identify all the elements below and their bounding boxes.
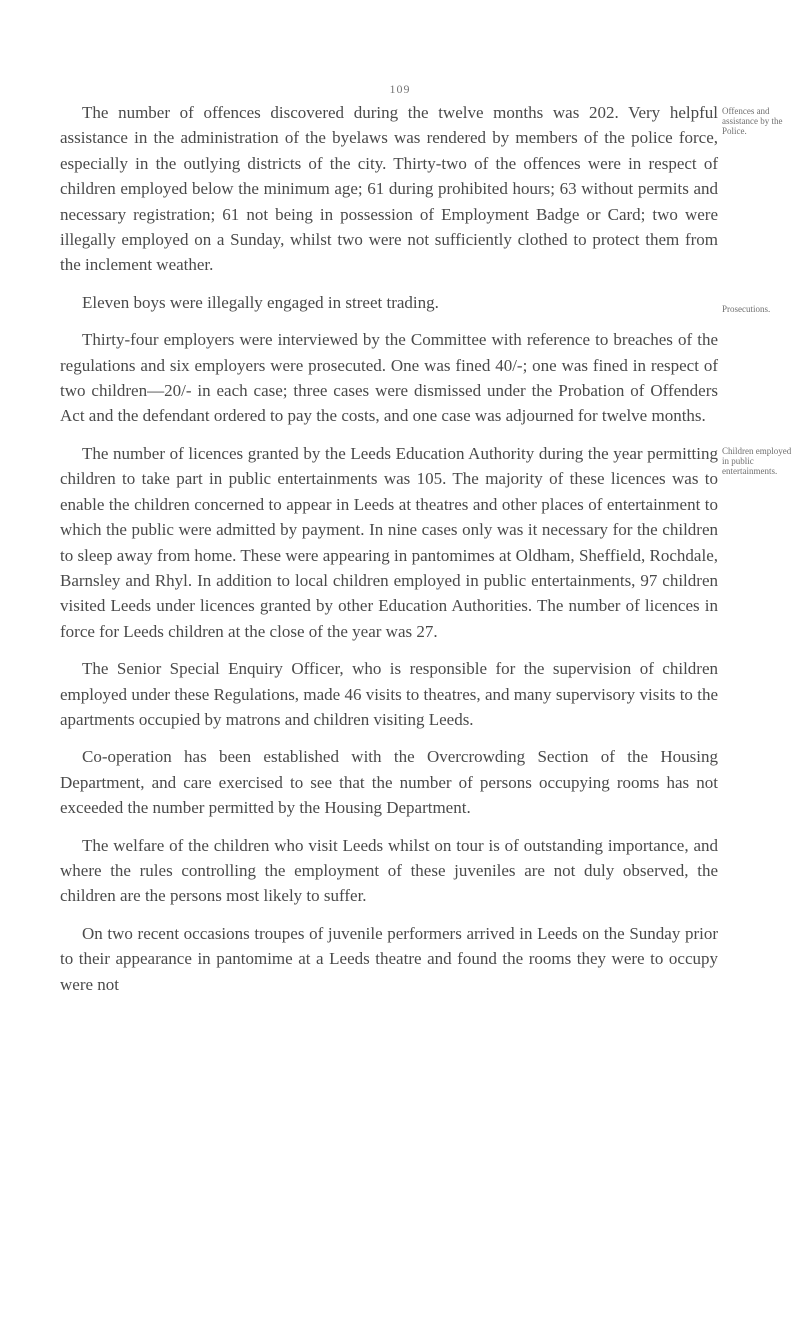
paragraph-troupes: On two recent occasions troupes of juvenile performers arrived in Leeds on the Sunday prior to their appearance in pantomime at a Leeds theatre and found the rooms they were to occupy were not xyxy=(60,923,718,994)
margin-note-children-employed: Children employed in public entertainments. xyxy=(722,446,792,476)
paragraph-street-trading: Eleven boys were illegally engaged in street trading. xyxy=(82,292,439,312)
margin-note-offences: Offences and assistance by the Police. xyxy=(722,106,783,136)
paragraph-welfare: The welfare of the children who visit Leeds whilst on tour is of outstanding importance, and where the rules controlling the employment of these juveniles are not duly observed, the children are the persons most likely to suffer. xyxy=(60,835,718,906)
paragraph-licences: The number of licences granted by the Leeds Education Authority during the year permitting children to take part in public entertainments was 105. The majority of these licences was to enable the children concerned to appear in Leeds at theatres and other places of entertainment to which the public were admitted by payment. In nine cases only was it necessary for the children to sleep away from home. These were appearing in pantomimes at Oldham, Sheffield, Rochdale, Barnsley and Rhyl. In addition to local children employed in public entertainments, 97 children visited Leeds under licences granted by other Education Authorities. The number of licences in force for Leeds children at the close of the year was 27. xyxy=(60,443,718,641)
body-text xyxy=(60,100,718,1009)
margin-note-prosecutions: Prosecutions. xyxy=(722,304,771,314)
paragraph-housing-cooperation: Co-operation has been established with the Overcrowding Section of the Housing Department, and care exercised to see that the number of persons occupying rooms has not exceeded the number permitted by the Housing Department. xyxy=(60,747,718,818)
page-number: 109 xyxy=(389,82,411,96)
paragraph-prosecutions: Thirty-four employers were interviewed by the Committee with reference to breaches of the regulations and six employers were prosecuted. One was fined 40/-; one was fined in respect of two children—20/- in each case; three cases were dismissed under the Probation of Offenders Act and the defendant ordered to pay the costs, and one case was adjourned for twelve months. xyxy=(60,330,718,426)
paragraph-enquiry-officer: The Senior Special Enquiry Officer, who is responsible for the supervision of children employed under these Regulations, made 46 visits to theatres, and many supervisory visits to the apartments occupied by matrons and children visiting Leeds. xyxy=(60,659,718,729)
paragraph-offences: The number of offences discovered during the twelve months was 202. Very helpful assistance in the administration of the byelaws was rendered by members of the police force, especially in the outlying districts of the city. Thirty-two of the offences were in respect of children employed below the minimum age; 61 during prohibited hours; 63 without permits and necessary registration; 61 not being in possession of Employment Badge or Card; two were illegally employed on a Sunday, whilst two were not sufficiently clothed to protect them from the inclement weather. xyxy=(60,103,718,275)
